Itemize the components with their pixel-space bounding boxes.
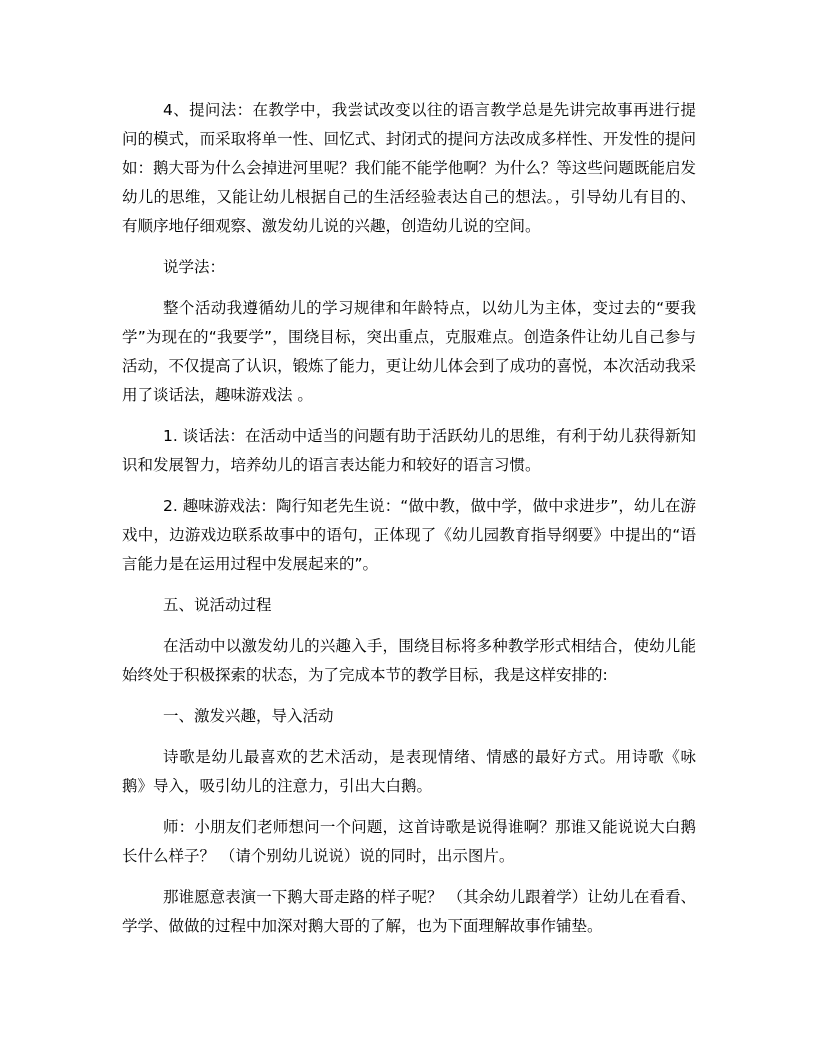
paragraph-conversation-method: 1. 谈话法：在活动中适当的问题有助于活跃幼儿的思维，有利于幼儿获得新知识和发展智力，培养幼儿的语言表达能力和较好的语言习惯。 [122, 427, 696, 474]
paragraph-learning-method-heading: 说学法： [163, 258, 226, 276]
paragraph-questioning-method: 4、提问法：在教学中，我尝试改变以往的语言教学总是先讲完故事再进行提问的模式，而采取将单一性、回忆式、封闭式的提问方法改成多样性、开发性的提问如：鹅大哥为什么会掉进河里呢？我们能不能学他啊？为什么？等这些问题既能启发幼儿的思维，又能让幼儿根据自己的生活经验表达自己的想法。，引导幼儿有目的、有顺序地仔细观察、激发幼儿说的兴趣，创造幼儿说的空间。 [122, 101, 696, 235]
paragraph-poem-intro: 诗歌是幼儿最喜欢的艺术活动，是表现情绪、情感的最好方式。用诗歌《咏鹅》导入，吸引幼儿的注意力，引出大白鹅。 [122, 748, 696, 795]
paragraph-performance: 那谁愿意表演一下鹅大哥走路的样子呢？ （其余幼儿跟着学）让幼儿在看看、学学、做做的过程中加深对鹅大哥的了解，也为下面理解故事作铺垫。 [122, 888, 696, 935]
paragraph-activity-intro: 在活动中以激发幼儿的兴趣入手，围绕目标将多种教学形式相结合，使幼儿能始终处于积极探索的状态，为了完成本节的教学目标，我是这样安排的: [122, 637, 696, 684]
paragraph-stimulate-interest-heading: 一、激发兴趣，导入活动 [163, 707, 334, 725]
paragraph-teacher-question: 师：小朋友们老师想问一个问题，这首诗歌是说得谁啊？那谁又能说说大白鹅长什么样子？ （请个别幼儿说说）说的同时，出示图片。 [122, 818, 696, 865]
paragraph-activity-process-heading: 五、说活动过程 [163, 596, 272, 614]
paragraph-game-method: 2. 趣味游戏法：陶行知老先生说：“做中教，做中学，做中求进步”，幼儿在游戏中，边游戏边联系故事中的语句，正体现了《幼儿园教育指导纲要》中提出的“语言能力是在运用过程中发展起来的”。 [122, 497, 696, 573]
paragraph-learning-method: 整个活动我遵循幼儿的学习规律和年龄特点，以幼儿为主体，变过去的“要我学”为现在的“我要学”，围绕目标，突出重点，克服难点。创造条件让幼儿自己参与活动，不仅提高了认识，锻炼了能力，更让幼儿体会到了成功的喜悦，本次活动我采用了谈话法，趣味游戏法 。 [122, 299, 696, 404]
document-body [122, 96, 696, 941]
